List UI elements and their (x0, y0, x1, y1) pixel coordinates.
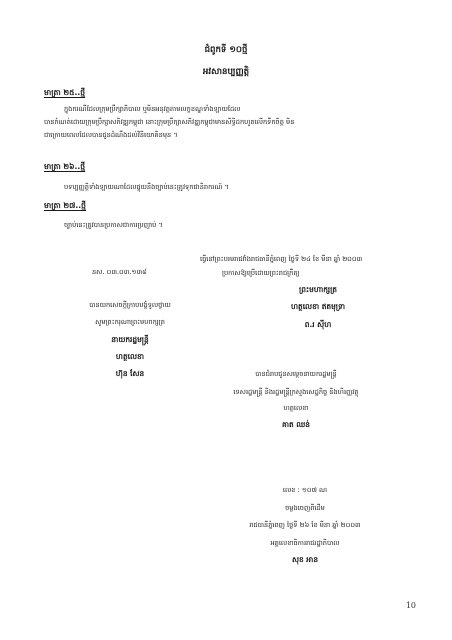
chapter-heading: ជំពូកទី ១០ថ្មី (204, 45, 248, 55)
countersign-name: គាត ឈន់ (281, 420, 310, 429)
king-name: ព.រ ស៊ីហ (304, 320, 332, 329)
king-title: ព្រះមហាក្សត្រ (299, 285, 337, 294)
article-27-heading: មាត្រា ២៧..ថ្មី (44, 201, 86, 210)
article-27-body (64, 219, 404, 232)
article-26-line-1: បទប្បញ្ញត្តិទាំងឡាយណាដែលផ្ទុយនឹងច្បាប់នេះត្រូវទុកជានិរាករណ៍ ។ (64, 183, 229, 191)
prime-minister-title: នាយករដ្ឋមន្ត្រី (111, 335, 149, 344)
article-27-line-1: ច្បាប់នេះត្រូវបានប្រកាសជាការប្រញាប់ ។ (64, 221, 163, 229)
prime-minister-name: ហ៊ុន សែន (115, 369, 145, 378)
royal-order-line: ប្រកាសឱ្យប្រើដោយព្រះរាជក្រឹត្យ (222, 269, 300, 277)
article-25-line-2: បានកំណត់ដោយក្រុមប្រឹក្សាសភិវឌ្ឍកម្ពុជា នោះក្រុមប្រឹក្សាសភិវឌ្ឍកម្ពុជាមានសិទ្ធិដកហូតលើកទឹកចិត្ត មិន (44, 118, 295, 126)
submission-line-2: សូមព្រះករុណាព្រះមហាក្សត្រ (95, 318, 165, 326)
decree-reference: នស. ០៣.០៣.១៣៨ (92, 268, 147, 276)
countersign-line-1: បានជំរាបជូនសម្ដេចនាយករដ្ឋមន្ត្រី (255, 370, 337, 378)
copy-number: លេខ : ១០៧ ណ (282, 486, 328, 494)
article-25-line-1: ក្នុងករណីដែលក្រុមប្រឹក្សាភិបាល ឬមិនអនុវត្តតាមលក្ខខណ្ឌទាំងឡាយដែល (64, 105, 241, 113)
article-25-body (44, 103, 414, 142)
copy-date: រាជធានីភ្នំពេញ ថ្ងៃទី ២៦ ខែ មីនា ឆ្នាំ ២០០៣ (249, 521, 361, 529)
copy-signatory-name: សុខ អាន (291, 555, 319, 564)
prime-minister-signature-label: ហត្ថលេខា (115, 352, 145, 361)
article-25-line-3: ជាក្រោយពេលដែលបានជូនដំណឹងដល់វិនិយោគិនមុន ។ (44, 131, 178, 139)
article-26-body (64, 181, 404, 194)
copy-certified: ចម្លងចេញពីដើម (285, 504, 325, 512)
page-number: 10 (405, 601, 416, 610)
countersign-line-2: ទេសរដ្ឋមន្ត្រី និងរដ្ឋមន្ត្រីក្រសួងសេដ្ឋកិច្ច និងហិរញ្ញវត្ថុ (233, 388, 359, 396)
copy-office: អគ្គលេខាធិការរាជរដ្ឋាភិបាល (270, 539, 340, 547)
countersign-signature-label: ហត្ថលេខា (283, 404, 309, 412)
article-26-heading: មាត្រា ២៦..ថ្មី (44, 162, 86, 171)
king-signature-label: ហត្ថលេខា ឥតមុទ្រា (290, 302, 346, 311)
submission-line-1: បានយកសេចក្តីក្រាបបង្គំទូលថ្វាយ (89, 301, 171, 309)
article-25-heading: មាត្រា ២៥..ថ្មី (44, 88, 86, 97)
chapter-title: អវសានប្បញ្ញត្តិ (202, 67, 250, 77)
signing-place-date: ធ្វើនៅព្រះបរមរាជវាំងរាជធានីភ្នំពេញ ថ្ងៃទី ២៤ ខែ មីនា ឆ្នាំ ២០០៣ (200, 255, 363, 263)
